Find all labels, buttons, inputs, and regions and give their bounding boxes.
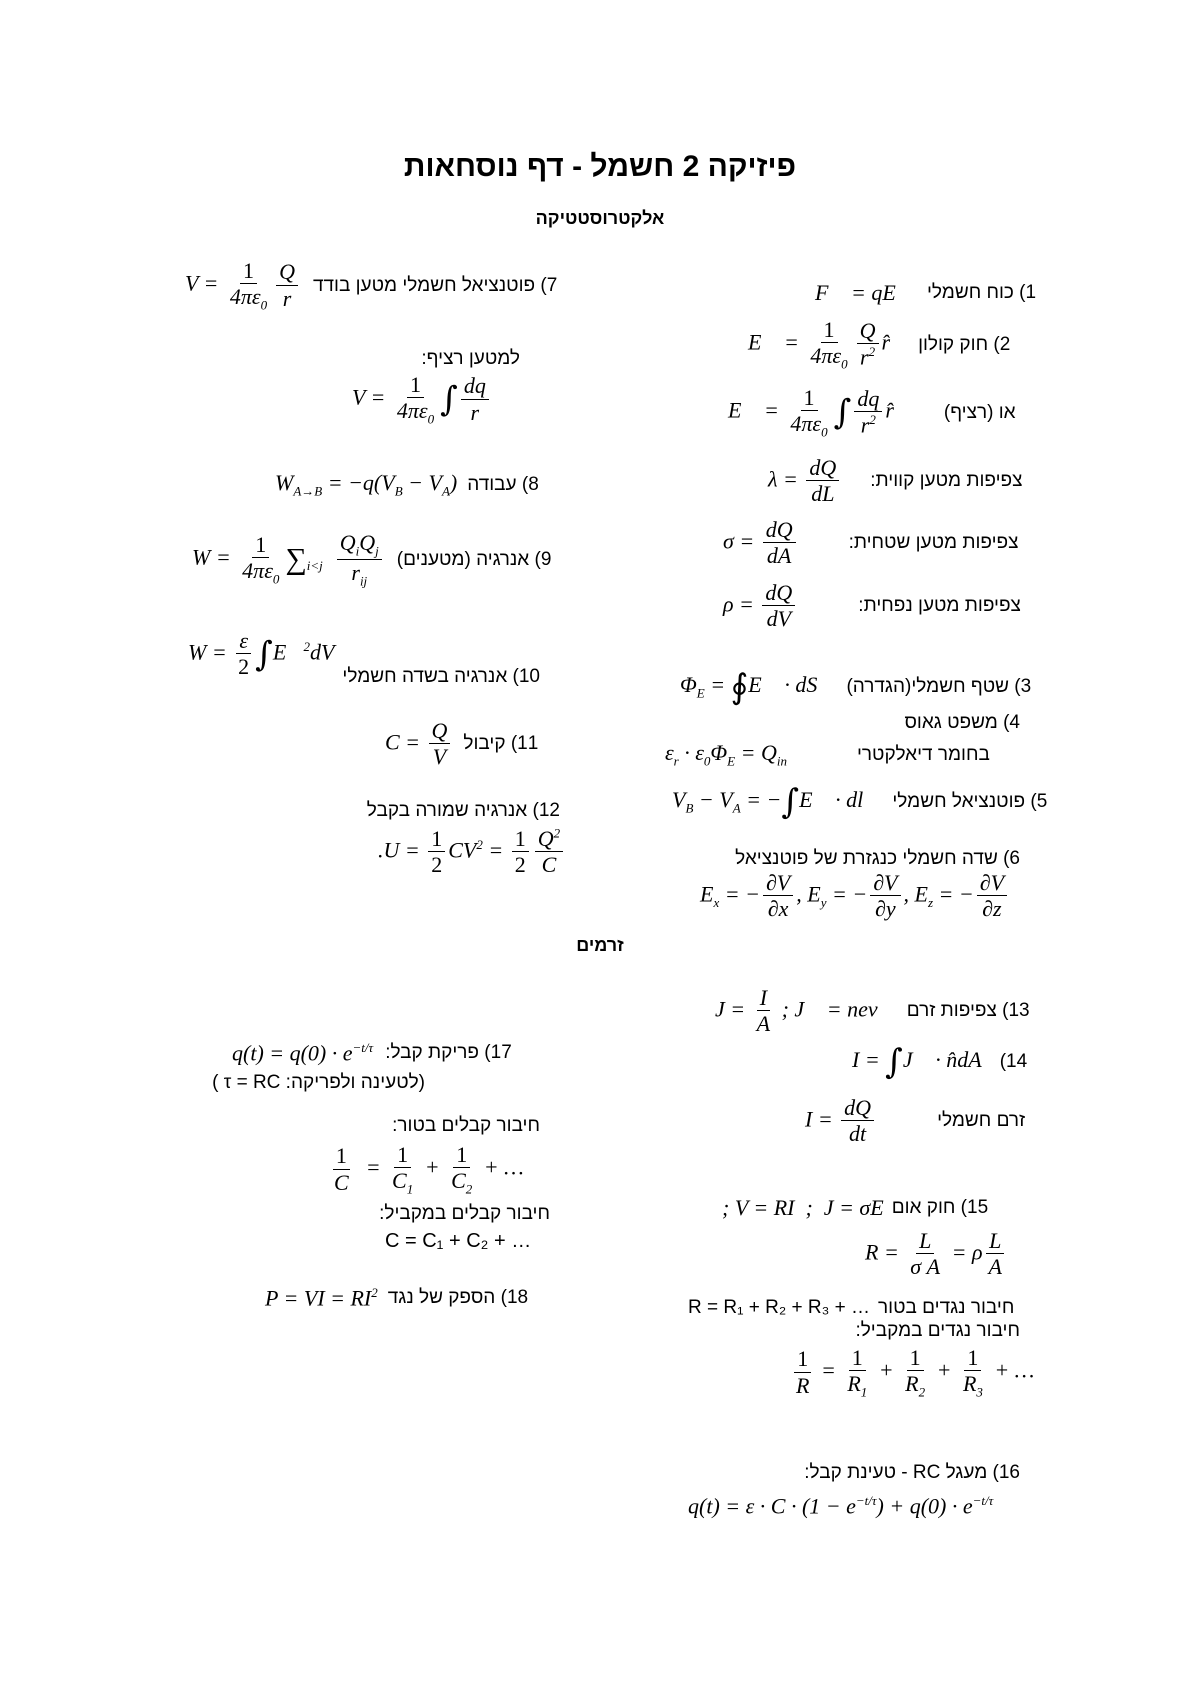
formula-14-current	[852, 1042, 1028, 1082]
label-f4: 4) משפט גאוס	[904, 712, 1020, 733]
equation-continuous-potential: V = $\frac{1}{4\pi\varepsilon_0}$ ∫ $\frac{dq}{r}$	[352, 372, 492, 427]
equation-rc-charging: $q(t) = \varepsilon \cdot C \cdot (1 - e^{-t/\tau}) + q(0) \cdot e^{-t/\tau}$	[688, 1493, 994, 1519]
label-dielectric: בחומר דיאלקטרי	[856, 743, 990, 765]
label-series-capacitors: חיבור קבלים בטור:	[392, 1115, 540, 1136]
label-parallel-capacitors: חיבור קבלים במקביל:	[379, 1203, 550, 1224]
label-f5: 5) פוטנציאל חשמלי	[892, 791, 1048, 812]
equation-coulomb: E⃗ = $\frac{1}{4\pi\varepsilon_0}$ $\frac{Q}{r^2}$ r̂	[748, 317, 891, 372]
label-tau-note: (לטעינה ולפריקה: τ = RC )	[212, 1072, 425, 1093]
label-f12: 12) אנרגיה שמורה בקבל	[366, 800, 560, 821]
volume-density	[723, 580, 1021, 633]
formula-13-current-density	[715, 985, 1030, 1038]
equation-discharge: $q(t) = q(0) \cdot e^{-t/\tau}$	[232, 1040, 374, 1066]
series-resistors	[688, 1297, 1014, 1319]
formula-18-power	[265, 1285, 528, 1311]
formula-7-point-potential	[185, 258, 557, 313]
formula-1-coulomb-force	[815, 280, 1036, 306]
formula-11-capacitance	[385, 718, 538, 771]
equation-force: F⃗ = qE⃗	[815, 280, 913, 305]
formula-15-ohm	[722, 1195, 988, 1221]
label-f15: 15) חוק אום	[891, 1197, 989, 1218]
equation-field-energy: W = $\frac{\varepsilon}{2}$ ∫E⃗$^2$dV	[188, 628, 335, 680]
label-linear-density: צפיפות מטען קווית:	[870, 470, 1023, 492]
label-f9: 9) אנרגיה (מטענים)	[396, 548, 552, 570]
section-heading-electrostatics: אלקטרוסטטיקה	[535, 208, 665, 228]
equation-rho: ρ = $\frac{dQ}{dV}$	[723, 580, 798, 633]
label-f16: 16) מעגל RC - טעינת קבל:	[804, 1462, 1020, 1483]
equation-sigma: σ = $\frac{dQ}{dA}$	[723, 517, 799, 570]
equation-coulomb-continuous: E⃗ = $\frac{1}{4\pi\varepsilon_0}$ ∫ $\frac{dq}{r^2}$ r̂	[728, 385, 894, 440]
equation-series-resistors: R = R₁ + R₂ + R₃ + …	[688, 1297, 871, 1318]
page-title: פיזיקה 2 חשמל - דף נוסחאות	[403, 150, 797, 183]
label-f2: 2) חוק קולון	[918, 333, 1011, 355]
equation-capacitance: C = $\frac{Q}{V}$	[385, 718, 453, 771]
formula-8-work	[275, 470, 539, 499]
label-f1: 1) כוח חשמלי	[926, 282, 1037, 303]
equation-resistance: R = $\frac{L}{\text{σ A}}$ = ρ $\frac{L}{A}$	[865, 1228, 1008, 1281]
equation-series-capacitors: $\frac{1}{C}$ = $\frac{1}{C_1}$ + $\frac{1}{C_2}$ + …	[334, 1142, 524, 1197]
linear-density	[768, 455, 1022, 508]
label-f13: 13) צפיפות זרם	[906, 1000, 1030, 1022]
equation-point-potential: V = $\frac{1}{4\pi\varepsilon_0}$ $\frac{Q}{r}$	[185, 258, 301, 313]
label-f11: 11) קיבול	[463, 733, 539, 755]
equation-parallel-capacitors: C = C₁ + C₂ + …	[385, 1230, 532, 1252]
label-parallel-resistors: חיבור נגדים במקביל:	[855, 1320, 1020, 1341]
equation-ohm: ; V = RI ; J = σE	[722, 1195, 884, 1220]
label-f7: 7) פוטנציאל חשמלי מטען בודד	[312, 274, 558, 296]
equation-lambda: λ = $\frac{dQ}{dL}$	[768, 455, 842, 508]
equation-charges-energy: W = $\frac{1}{4\pi\varepsilon_0}$ $\sum_{i<j}$ $\frac{Q_iQ_j}{r_{ij}}$	[192, 530, 385, 589]
label-f14: (14	[999, 1051, 1028, 1072]
label-electric-current: זרם חשמלי	[937, 1110, 1026, 1132]
electric-current	[805, 1095, 1025, 1148]
equation-current-integral: I = ∫J⃗ · n̂dA	[852, 1042, 982, 1082]
equation-flux: $\Phi_E$ = ∮E⃗ · dS⃗	[680, 667, 835, 707]
formula-2-coulomb-law	[748, 317, 1010, 372]
formula-4-gauss	[665, 740, 990, 769]
label-f6: 6) שדה חשמלי כנגזרת של פוטנציאל	[735, 848, 1020, 869]
equation-current: I = $\frac{dQ}{dt}$	[805, 1095, 877, 1148]
equation-gauss: $\varepsilon_r \cdot \varepsilon_0\Phi_E = Q_{in}$	[665, 740, 787, 769]
label-f10: 10) אנרגיה בשדה חשמלי	[342, 666, 540, 687]
equation-potential-diff: $V_B - V_A$ = −∫E⃗ · dl⃗	[672, 782, 881, 822]
formula-3-flux	[680, 667, 1032, 707]
label-f8: 8) עבודה	[467, 473, 539, 495]
label-continuous-charge: למטען רציף:	[421, 348, 520, 369]
equation-power: P = VI = $RI^2$	[265, 1285, 378, 1311]
formula-5-potential	[672, 782, 1048, 822]
equation-work: $W_{A\to B} = -q(V_B - V_A)$	[275, 470, 458, 499]
label-surface-density: צפיפות מטען שטחית:	[848, 532, 1019, 554]
section-heading-currents: זרמים	[576, 935, 624, 955]
surface-density	[723, 517, 1019, 570]
label-f18: 18) הספק של נגד	[387, 1287, 529, 1309]
equation-field-gradient: $E_x$ = − $\frac{\partial V}{\partial x}$ , $E_y$ = − $\frac{\partial V}{\partial y}$ , $E_z$ = − $\frac{\partial V}{\partial z}$	[700, 870, 1010, 923]
label-volume-density: צפיפות מטען נפחית:	[858, 595, 1021, 617]
equation-capacitor-energy: .U = $\frac{1}{2}$ $CV^2$ = $\frac{1}{2}$ $\frac{Q^2}{C}$	[378, 826, 566, 879]
label-f3: 3) שטף חשמלי(הגדרה)	[846, 676, 1032, 697]
equation-current-density: J = $\frac{I}{A}$ ; J⃗ = nev⃗	[715, 985, 895, 1037]
formula-2b-continuous	[728, 385, 1016, 440]
formula-9-energy	[192, 530, 551, 589]
label-f2b: או (רציף)	[943, 401, 1016, 423]
formula-17-discharge	[232, 1040, 512, 1066]
label-series-resistors: חיבור נגדים בטור	[878, 1297, 1015, 1318]
equation-parallel-resistors: $\frac{1}{R}$ = $\frac{1}{R_1}$ + $\frac{1}{R_2}$ + $\frac{1}{R_3}$ + …	[796, 1345, 1035, 1400]
label-f17: 17) פריקת קבל:	[385, 1042, 512, 1064]
